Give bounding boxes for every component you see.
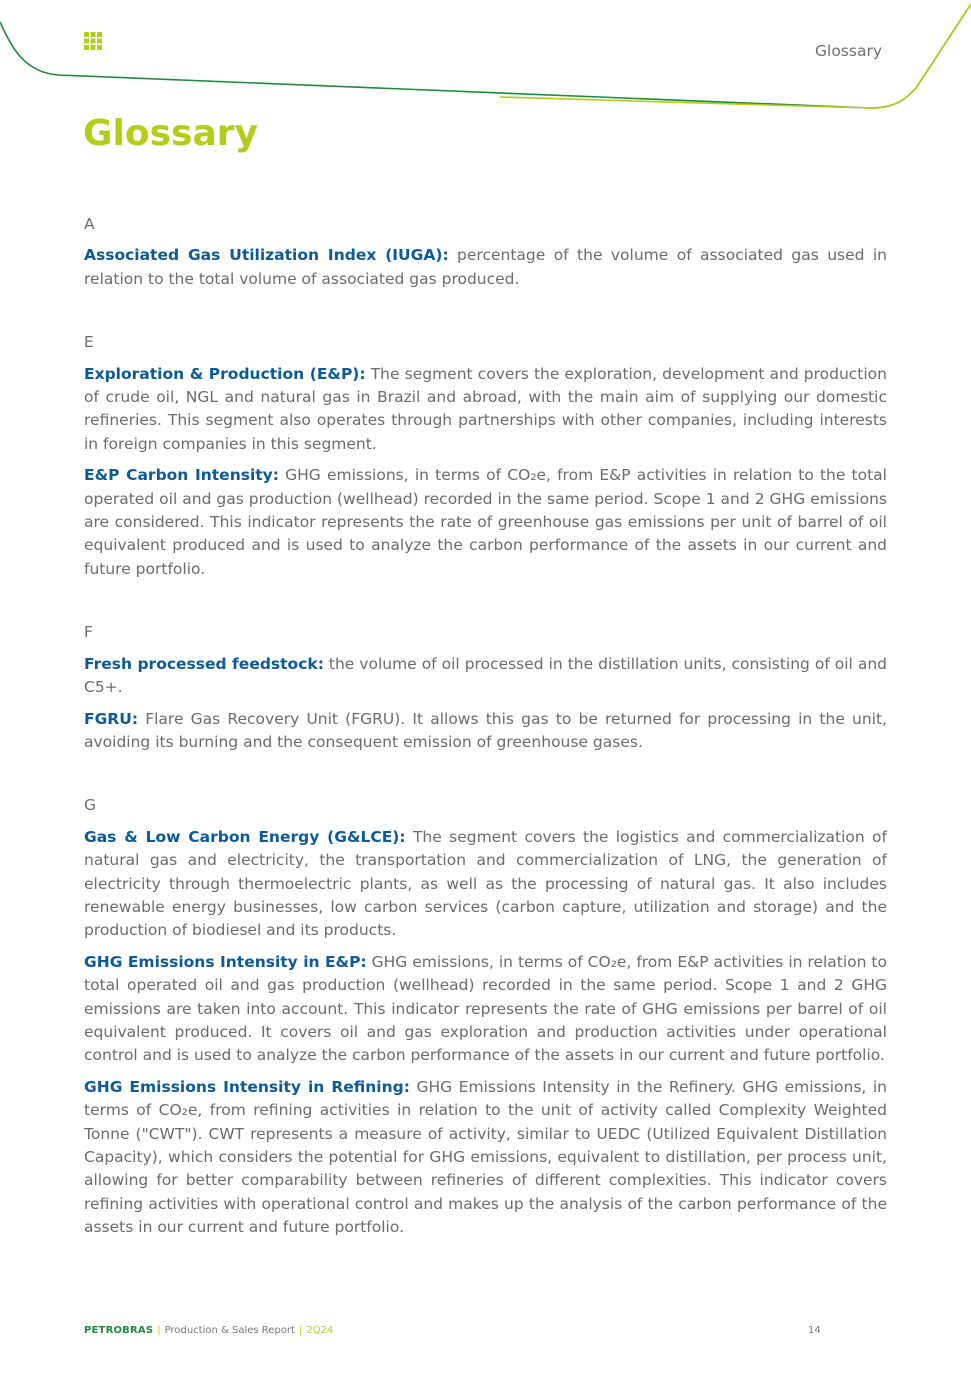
glossary-term: GHG Emissions Intensity in E&P: bbox=[84, 952, 367, 971]
glossary-definition: The segment covers the logistics and commercialization of natural gas and electricity, the transportation and commercialization of LNG, the generation of electricity through thermoelectric plants, as well as the processing of natural gas. It also includes renewable energy businesses, low carbon services (carbon capture, utilization and storage) and the production of biodiesel and its products. bbox=[84, 827, 887, 940]
glossary-entry bbox=[84, 653, 887, 700]
glossary-term: Exploration & Production (E&P): bbox=[84, 364, 366, 383]
glossary-entry bbox=[84, 826, 887, 943]
section-letter: F bbox=[84, 623, 93, 642]
glossary-definition: GHG emissions, in terms of CO₂e, from E&P activities in relation to total operated oil and gas production (wellhead) recorded in the same period. Scope 1 and 2 GHG emissions are taken into account. This indicator represents the rate of GHG emissions per barrel of oil equivalent produced. It covers oil and gas exploration and production activities under operational control and is used to analyze the carbon performance of the assets in our current and future portfolio. bbox=[84, 952, 887, 1065]
footer-separator: | bbox=[298, 1325, 303, 1336]
footer bbox=[84, 1325, 333, 1336]
glossary-term: GHG Emissions Intensity in Refining: bbox=[84, 1077, 410, 1096]
glossary-term: FGRU: bbox=[84, 709, 139, 728]
glossary-definition: GHG Emissions Intensity in the Refinery. GHG emissions, in terms of CO₂e, from refining activities in relation to the unit of activity called Complexity Weighted Tonne ("CWT"). CWT represents a measure of activity, similar to UEDC (Utilized Equivalent Distillation Capacity), which considers the potential for GHG emissions, equivalent to distillation, per process unit, allowing for better comparability between refineries of different complexities. This indicator covers refining activities with operational control and makes up the analysis of the carbon performance of the assets in our current and future portfolio. bbox=[84, 1077, 888, 1237]
section-f bbox=[84, 621, 887, 754]
section-letter: G bbox=[84, 796, 97, 815]
section-letter: E bbox=[84, 333, 94, 352]
page-number: 14 bbox=[808, 1325, 821, 1336]
running-head: Glossary bbox=[815, 42, 882, 60]
glossary-term: Fresh processed feedstock: bbox=[84, 654, 324, 673]
footer-report-name: Production & Sales Report bbox=[164, 1325, 295, 1336]
section-e bbox=[84, 331, 887, 581]
glossary-entry bbox=[84, 464, 887, 581]
glossary-entry bbox=[84, 951, 887, 1068]
glossary-entry bbox=[84, 244, 887, 291]
glossary-entry bbox=[84, 363, 887, 457]
section-g bbox=[84, 794, 887, 1239]
glossary-term: Gas & Low Carbon Energy (G&LCE): bbox=[84, 827, 406, 846]
glossary-definition: GHG emissions, in terms of CO₂e, from E&P activities in relation to the total operated oil and gas production (wellhead) recorded in the same period. Scope 1 and 2 GHG emissions are considered. This indicator represents the rate of greenhouse gas emissions per unit of barrel of oil equivalent produced and is used to analyze the carbon performance of the assets in our current and future portfolio. bbox=[84, 466, 887, 578]
glossary-definition: Flare Gas Recovery Unit (FGRU). It allows this gas to be returned for processing in the unit, avoiding its burning and the consequent emission of greenhouse gases. bbox=[84, 709, 887, 751]
glossary-definition: percentage of the volume of associated gas used in relation to the total volume of associated gas produced. bbox=[84, 246, 887, 288]
glossary-definition: The segment covers the exploration, development and production of crude oil, NGL and natural gas in Brazil and abroad, with the main aim of supplying our domestic refineries. This segment also operates through partnerships with other companies, including interests in foreign companies in this segment. bbox=[84, 364, 887, 453]
section-letter: A bbox=[84, 215, 95, 233]
glossary-term: Associated Gas Utilization Index (IUGA): bbox=[84, 246, 449, 265]
grid-icon bbox=[84, 32, 102, 50]
page-title: Glossary bbox=[83, 113, 258, 154]
section-a bbox=[84, 213, 887, 291]
glossary-entry bbox=[84, 1076, 887, 1240]
glossary-definition: the volume of oil processed in the distillation units, consisting of oil and C5+. bbox=[84, 654, 888, 697]
footer-separator: | bbox=[157, 1325, 161, 1336]
footer-brand: PETROBRAS bbox=[84, 1325, 154, 1336]
glossary-content bbox=[84, 213, 887, 1280]
glossary-entry bbox=[84, 708, 887, 755]
footer-period: 2Q24 bbox=[306, 1325, 334, 1336]
glossary-term: E&P Carbon Intensity: bbox=[84, 466, 279, 485]
